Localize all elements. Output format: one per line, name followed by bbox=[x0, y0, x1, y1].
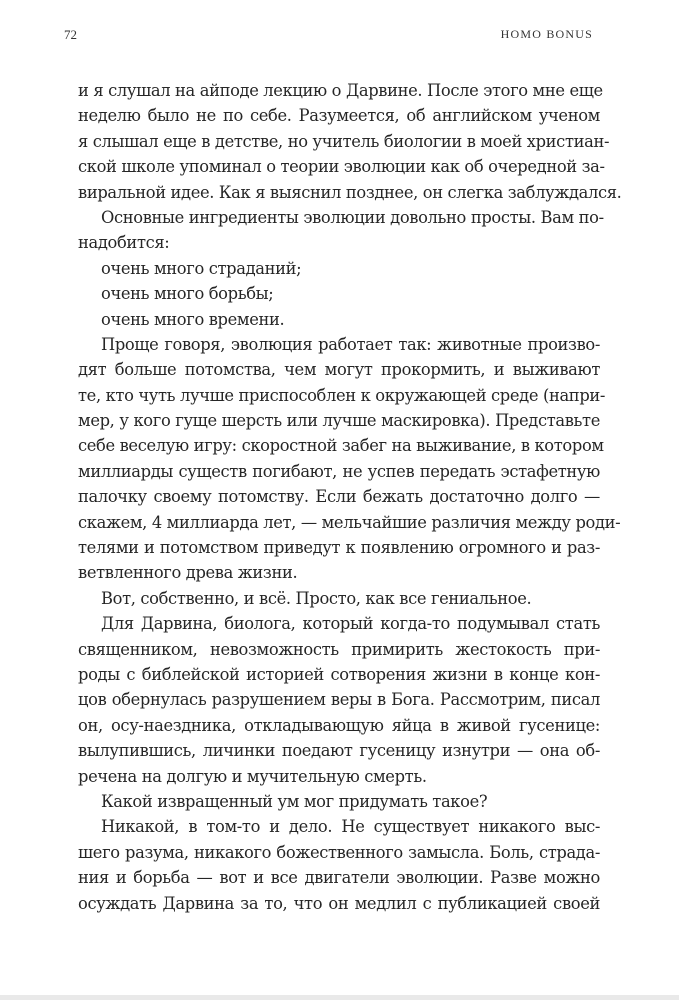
text-line: священником, невозможность примирить жестокость при- bbox=[78, 639, 600, 659]
text-line: Какой извращенный ум мог придумать такое? bbox=[101, 791, 488, 811]
text-line: телями и потомством приведут к появлению огромного и раз- bbox=[78, 538, 600, 558]
text-line: надобится: bbox=[78, 233, 170, 253]
body-text bbox=[78, 78, 622, 916]
text-line: те, кто чуть лучше приспособлен к окружающей среде (напри- bbox=[78, 385, 606, 405]
text-line: Основные ингредиенты эволюции довольно просты. Вам по- bbox=[101, 207, 604, 227]
text-line: ветвленного древа жизни. bbox=[78, 563, 298, 583]
text-line: осуждать Дарвина за то, что он медлил с публикацией своей bbox=[78, 893, 600, 913]
text-line: себе веселую игру: скоростной забег на выживание, в котором bbox=[78, 436, 604, 456]
text-line: вылупившись, личинки поедают гусеницу изнутри — она об- bbox=[78, 741, 600, 761]
text-line: роды с библейской историей сотворения жизни в конце кон- bbox=[78, 664, 600, 684]
running-head bbox=[64, 27, 593, 43]
text-line: цов обернулась разрушением веры в Бога. Рассмотрим, писал bbox=[78, 690, 600, 710]
text-line: мер, у кого гуще шерсть или лучше маскировка). Представьте bbox=[78, 411, 600, 431]
text-line: скажем, 4 миллиарда лет, — мельчайшие различия между роди- bbox=[78, 512, 621, 532]
page-number: 72 bbox=[64, 27, 77, 42]
book-title: HOMO BONUS bbox=[500, 27, 593, 41]
text-line: ской школе упоминал о теории эволюции как об очередной за- bbox=[78, 157, 605, 177]
list-item: очень много страданий; bbox=[101, 258, 302, 278]
text-line: Вот, собственно, и всё. Просто, как все гениальное. bbox=[101, 588, 532, 608]
text-line: палочку своему потомству. Если бежать достаточно долго — bbox=[78, 487, 600, 507]
text-line: неделю было не по себе. Разумеется, об английском ученом bbox=[78, 106, 600, 126]
text-line: шего разума, никакого божественного замысла. Боль, страда- bbox=[78, 842, 600, 862]
list-item: очень много времени. bbox=[101, 309, 285, 329]
text-line: он, осу-наездника, откладывающую яйца в живой гусенице: bbox=[78, 715, 600, 735]
text-line: речена на долгую и мучительную смерть. bbox=[78, 766, 427, 786]
text-line: Никакой, в том-то и дело. Не существует никакого выс- bbox=[101, 817, 600, 837]
page-bottom-band bbox=[0, 995, 679, 1000]
text-line: ния и борьба — вот и все двигатели эволюции. Разве можно bbox=[78, 868, 600, 888]
list-item: очень много борьбы; bbox=[101, 284, 274, 304]
text-line: дят больше потомства, чем могут прокормить, и выживают bbox=[78, 360, 600, 380]
text-line: миллиарды существ погибают, не успев передать эстафетную bbox=[78, 461, 600, 481]
text-line: виральной идее. Как я выяснил позднее, он слегка заблуждался. bbox=[78, 182, 622, 202]
text-line: я слышал еще в детстве, но учитель биологии в моей христиан- bbox=[78, 131, 610, 151]
text-line: Для Дарвина, биолога, который когда-то подумывал стать bbox=[101, 614, 600, 634]
text-line: Проще говоря, эволюция работает так: животные произво- bbox=[101, 334, 600, 354]
text-line: и я слушал на айподе лекцию о Дарвине. После этого мне еще bbox=[78, 81, 603, 100]
